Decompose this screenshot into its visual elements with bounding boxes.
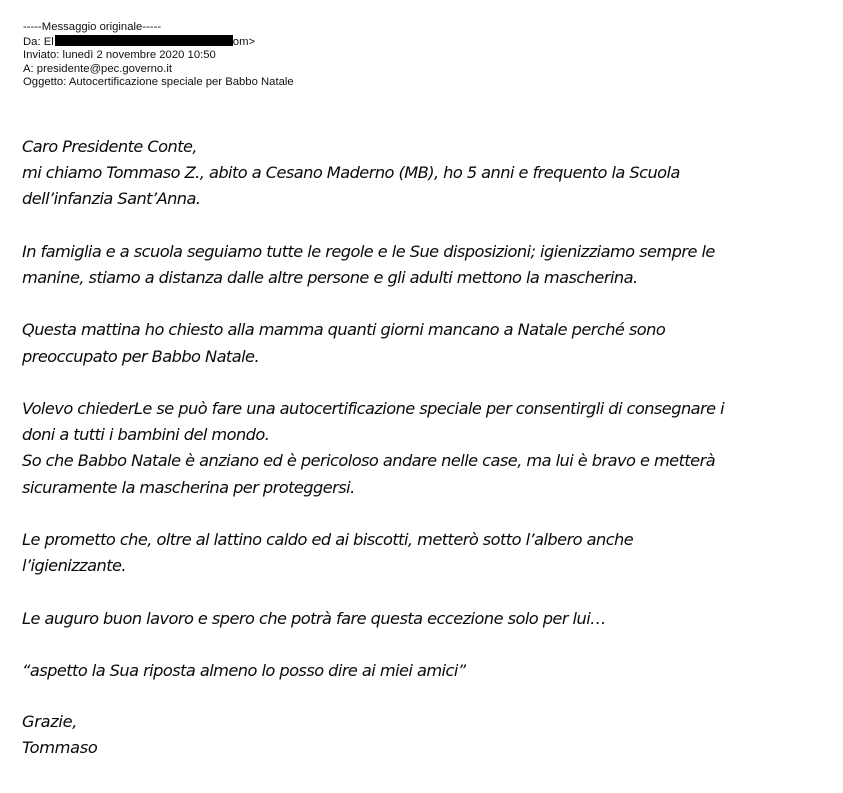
text-line: mi chiamo Tommaso Z., abito a Cesano Maderno (MB), ho 5 anni e frequento la Scuola — [22, 163, 680, 183]
text-line: So che Babbo Natale è anziano ed è pericoloso andare nelle case, ma lui è bravo e metterà — [22, 451, 716, 471]
paragraph-intro — [22, 134, 822, 213]
from-suffix: om> — [232, 35, 256, 48]
text-line: Questa mattina ho chiesto alla mamma quanti giorni mancano a Natale perché sono — [22, 320, 666, 340]
text-line: Volevo chiederLe se può fare una autocertificazione speciale per consentirgli di consegnare i — [22, 398, 725, 418]
text-line: Le auguro buon lavoro e spero che potrà fare questa eccezione solo per lui… — [22, 608, 606, 628]
redaction-bar — [55, 35, 233, 46]
letter-signature-block — [22, 709, 98, 761]
from-label: Da: — [23, 35, 41, 48]
paragraph-request — [22, 396, 822, 501]
salutation: Caro Presidente Conte, — [22, 137, 197, 156]
text-line: In famiglia e a scuola seguiamo tutte le regole e le Sue disposizioni; igienizziamo sempre le — [22, 241, 715, 261]
text-line: l’igienizzante. — [22, 556, 127, 576]
letter-body — [22, 134, 822, 710]
paragraph-rules — [22, 239, 822, 291]
signature-name: Tommaso — [22, 738, 98, 758]
paragraph-promise — [22, 527, 822, 579]
paragraph-quote — [22, 658, 822, 684]
subject-line: Oggetto: Autocertificazione speciale per Babbo Natale — [23, 76, 294, 89]
sent-line: Inviato: lunedì 2 novembre 2020 10:50 — [23, 49, 216, 62]
text-line: sicuramente la mascherina per proteggersi. — [22, 477, 355, 497]
from-line — [23, 35, 294, 50]
text-line: dell’infanzia Sant’Anna. — [22, 189, 201, 209]
paragraph-worry — [22, 317, 822, 369]
text-line: Le prometto che, oltre al lattino caldo ed ai biscotti, metterò sotto l’albero anche — [22, 529, 634, 549]
email-header — [23, 21, 294, 90]
from-prefix: El — [43, 35, 54, 48]
original-message-separator: -----Messaggio originale----- — [23, 21, 162, 33]
closing: Grazie, — [22, 712, 78, 731]
paragraph-wishes — [22, 606, 822, 632]
text-line: doni a tutti i bambini del mondo. — [22, 425, 270, 445]
text-line: “aspetto la Sua riposta almeno lo posso dire ai miei amici” — [22, 660, 466, 680]
text-line: preoccupato per Babbo Natale. — [22, 346, 260, 366]
to-line: A: presidente@pec.governo.it — [23, 62, 172, 75]
text-line: manine, stiamo a distanza dalle altre persone e gli adulti mettono la mascherina. — [22, 268, 638, 287]
